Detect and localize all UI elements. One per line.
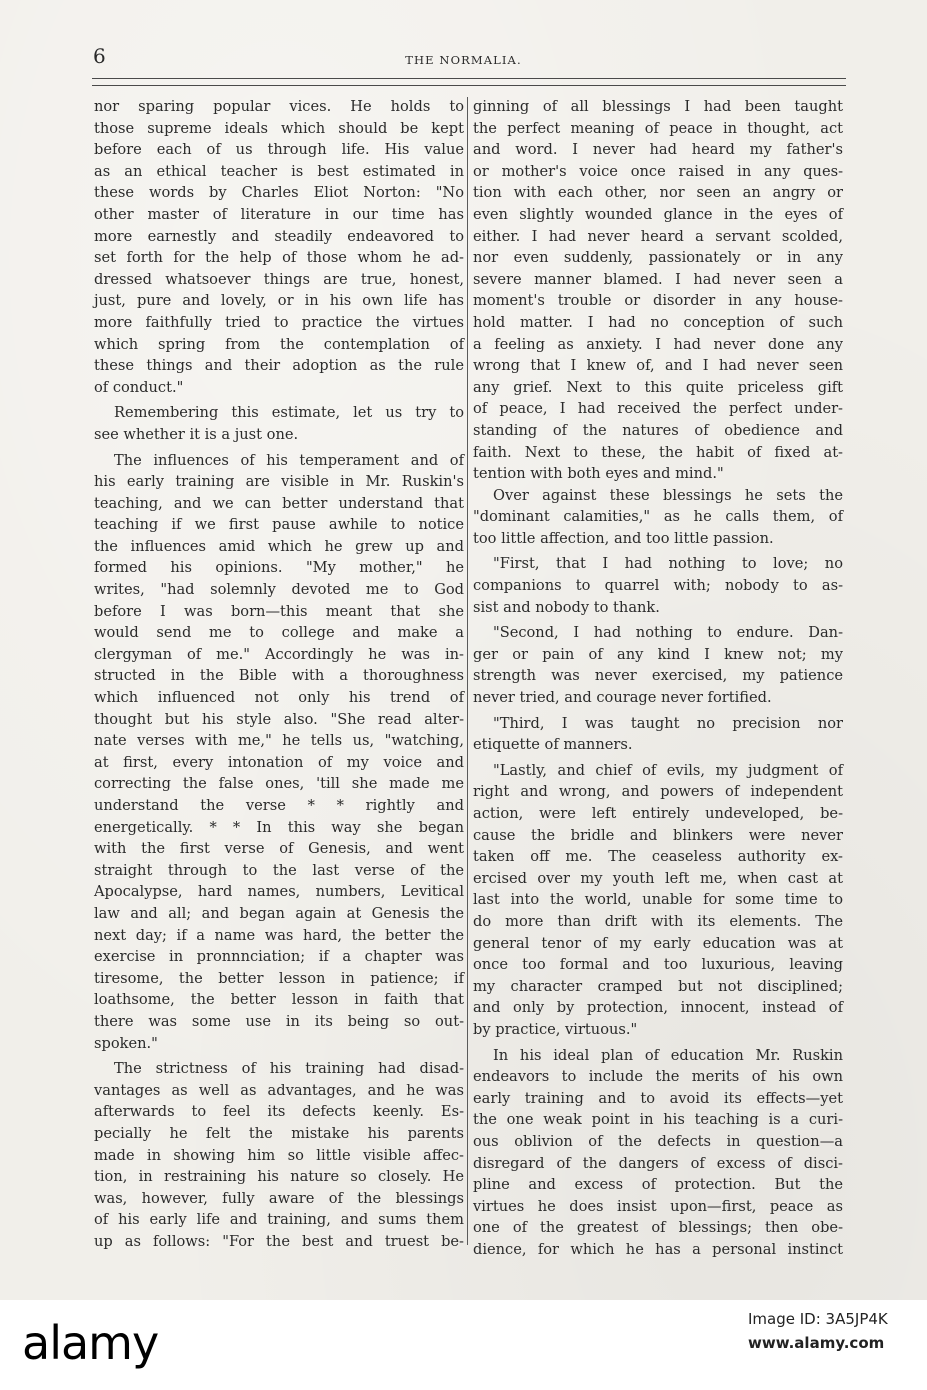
text-line: at first, every intonation of my voice and [94,753,464,771]
text-line: faith. Next to these, the habit of fixed at- [473,443,843,461]
text-line: "First, that I had nothing to love; no [493,555,843,573]
text-line: any grief. Next to this quite priceless gift [473,378,843,396]
text-line: before each of us through life. His value [94,141,464,159]
text-line: writes, "had solemnly devoted me to God [94,581,464,599]
text-line: nate verses with me," he tells us, "watching, [94,732,464,750]
text-line: of conduct." [94,378,184,396]
text-line: up as follows: "For the best and truest be- [94,1232,464,1250]
text-line: Apocalypse, hard names, numbers, Levitical [94,883,464,901]
header-rule-top [92,78,846,79]
text-line: more earnestly and steadily endeavored to [94,227,464,245]
text-line: nor even suddenly, passionately or in any [473,249,843,267]
alamy-logo: alamy [22,1316,159,1370]
text-line: these things and their adoption as the rule [94,357,464,375]
text-line: understand the verse * * rightly and [94,797,464,814]
text-line: the influences amid which he grew up and [94,537,464,555]
text-line: formed his opinions. "My mother," he [94,559,464,577]
text-line: law and all; and began again at Genesis the [94,904,464,922]
text-line: spoken." [94,1034,158,1052]
text-line: tention with both eyes and mind." [473,465,724,483]
text-line: severe manner blamed. I had never seen a [473,270,843,288]
text-line: these words by Charles Eliot Norton: "No [94,184,464,202]
text-line: made in showing him so little visible affec- [94,1146,464,1164]
text-line: ous oblivion of the defects in question—a [473,1132,843,1150]
text-line: vantages as well as advantages, and he was [94,1081,464,1099]
text-line: his early training are visible in Mr. Ruskin's [94,473,464,491]
text-line: once too formal and too luxurious, leaving [473,956,843,974]
text-line: action, were left entirely undeveloped, be- [473,805,843,822]
text-line: thought but his style also. "She read alter- [94,710,464,728]
text-line: general tenor of my early education was at [473,934,843,952]
text-line: right and wrong, and powers of independent [473,783,843,801]
page-number: 6 [93,44,106,68]
text-line: The strictness of his training had disad- [114,1060,464,1078]
text-line: tion, in restraining his nature so closely. He [94,1168,464,1186]
text-line: of his early life and training, and sums them [94,1211,464,1229]
text-line: "dominant calamities," as he calls them, of [473,508,843,526]
text-line: loathsome, the better lesson in faith that [94,991,464,1009]
right-text-column [473,96,843,1260]
text-line: ger or pain of any kind I knew not; my [473,645,843,663]
header-rule-bottom [92,85,846,86]
text-line: next day; if a name was hard, the better the [94,926,464,944]
text-line: those supreme ideals which should be kept [94,119,464,137]
text-line: before I was born—this meant that she [94,602,464,620]
text-line: sist and nobody to thank. [473,598,660,616]
text-line: dience, for which he has a personal instinct [473,1240,843,1258]
text-line: virtues he does insist upon—first, peace as [473,1197,843,1215]
text-line: do more than drift with its elements. The [473,912,843,930]
text-line: strength was never exercised, my patience [473,667,843,685]
text-line: nor sparing popular vices. He holds to [94,98,464,115]
text-line: and word. I never had heard my father's [473,141,843,159]
text-line: too little affection, and too little passion. [473,529,774,547]
text-line: dressed whatsoever things are true, honest, [94,270,464,288]
text-line: see whether it is a just one. [94,425,299,443]
text-line: companions to quarrel with; nobody to as- [473,577,843,595]
text-line: a feeling as anxiety. I had never done any [473,335,843,353]
text-line: hold matter. I had no conception of such [473,313,843,331]
text-line: was, however, fully aware of the blessings [94,1189,464,1207]
text-line: never tried, and courage never fortified. [473,689,772,707]
text-line: would send me to college and make a [94,624,464,642]
text-line: more faithfully tried to practice the virtues [94,313,464,331]
text-line: wrong that I knew of, and I had never seen [473,357,843,375]
text-line: as an ethical teacher is best estimated in [94,162,464,180]
text-line: there was some use in its being so out- [94,1012,464,1030]
text-line: one of the greatest of blessings; then obe- [473,1219,843,1237]
text-line: standing of the natures of obedience and [473,421,843,439]
text-line: Remembering this estimate, let us try to [114,404,464,422]
text-line: Over against these blessings he sets the [493,486,843,504]
text-line: even slightly wounded glance in the eyes of [473,205,843,223]
text-line: disregard of the dangers of excess of disci- [473,1154,843,1172]
text-line: "Third, I was taught no precision nor [493,714,843,732]
text-line: energetically. * * In this way she began [94,818,464,836]
text-line: of peace, I had received the perfect under- [473,400,843,418]
text-line: or mother's voice once raised in any ques- [473,162,843,180]
column-divider [467,97,468,1245]
text-line: pecially he felt the mistake his parents [94,1124,464,1142]
text-line: the perfect meaning of peace in thought, act [473,119,843,137]
text-line: teaching, and we can better understand that [94,494,464,512]
text-line: straight through to the last verse of the [94,861,464,879]
text-line: my character cramped but not disciplined; [473,977,843,995]
text-line: the one weak point in his teaching is a curi- [473,1111,843,1129]
text-line: afterwards to feel its defects keenly. Es- [94,1103,464,1121]
text-line: moment's trouble or disorder in any house- [473,292,843,310]
text-line: tion with each other, nor seen an angry or [473,184,843,202]
text-line: and only by protection, innocent, instead of [473,999,843,1017]
text-line: set forth for the help of those whom he ad- [94,249,464,267]
text-line: ercised over my youth left me, when cast at [473,869,843,887]
text-line: structed in the Bible with a thoroughness [94,667,464,685]
text-line: teaching if we first pause awhile to notice [94,516,464,534]
text-line: correcting the false ones, 'till she made me [94,775,464,793]
text-line: "Second, I had nothing to endure. Dan- [493,624,843,642]
text-line: with the first verse of Genesis, and went [94,840,464,858]
text-line: endeavors to include the merits of his own [473,1068,843,1086]
text-line: just, pure and lovely, or in his own life has [94,292,464,310]
text-line: taken off me. The ceaseless authority ex- [473,848,843,866]
text-line: "Lastly, and chief of evils, my judgment of [493,761,843,779]
text-line: which spring from the contemplation of [94,335,464,353]
text-line: by practice, virtuous." [473,1020,638,1038]
text-line: The influences of his temperament and of [114,451,464,469]
text-line: tiresome, the better lesson in patience; if [94,969,464,987]
text-line: clergyman of me." Accordingly he was in- [94,645,464,663]
text-line: which influenced not only his trend of [94,689,464,707]
text-line: either. I had never heard a servant scolded, [473,227,843,245]
text-line: pline and excess of protection. But the [473,1176,843,1194]
site-url: www.alamy.com [748,1334,885,1352]
text-line: other master of literature in our time has [94,205,464,223]
text-line: etiquette of manners. [473,736,633,754]
text-line: early training and to avoid its effects—yet [473,1089,843,1107]
image-id-label: Image ID: 3A5JP4K [748,1310,888,1328]
text-line: In his ideal plan of education Mr. Ruskin [493,1046,843,1064]
text-line: cause the bridle and blinkers were never [473,826,843,844]
text-line: ginning of all blessings I had been taught [473,98,843,115]
running-head: THE NORMALIA. [405,53,522,67]
text-line: exercise in pronnnciation; if a chapter was [94,948,464,966]
left-text-column [94,96,464,1252]
text-line: last into the world, unable for some time to [473,891,843,909]
